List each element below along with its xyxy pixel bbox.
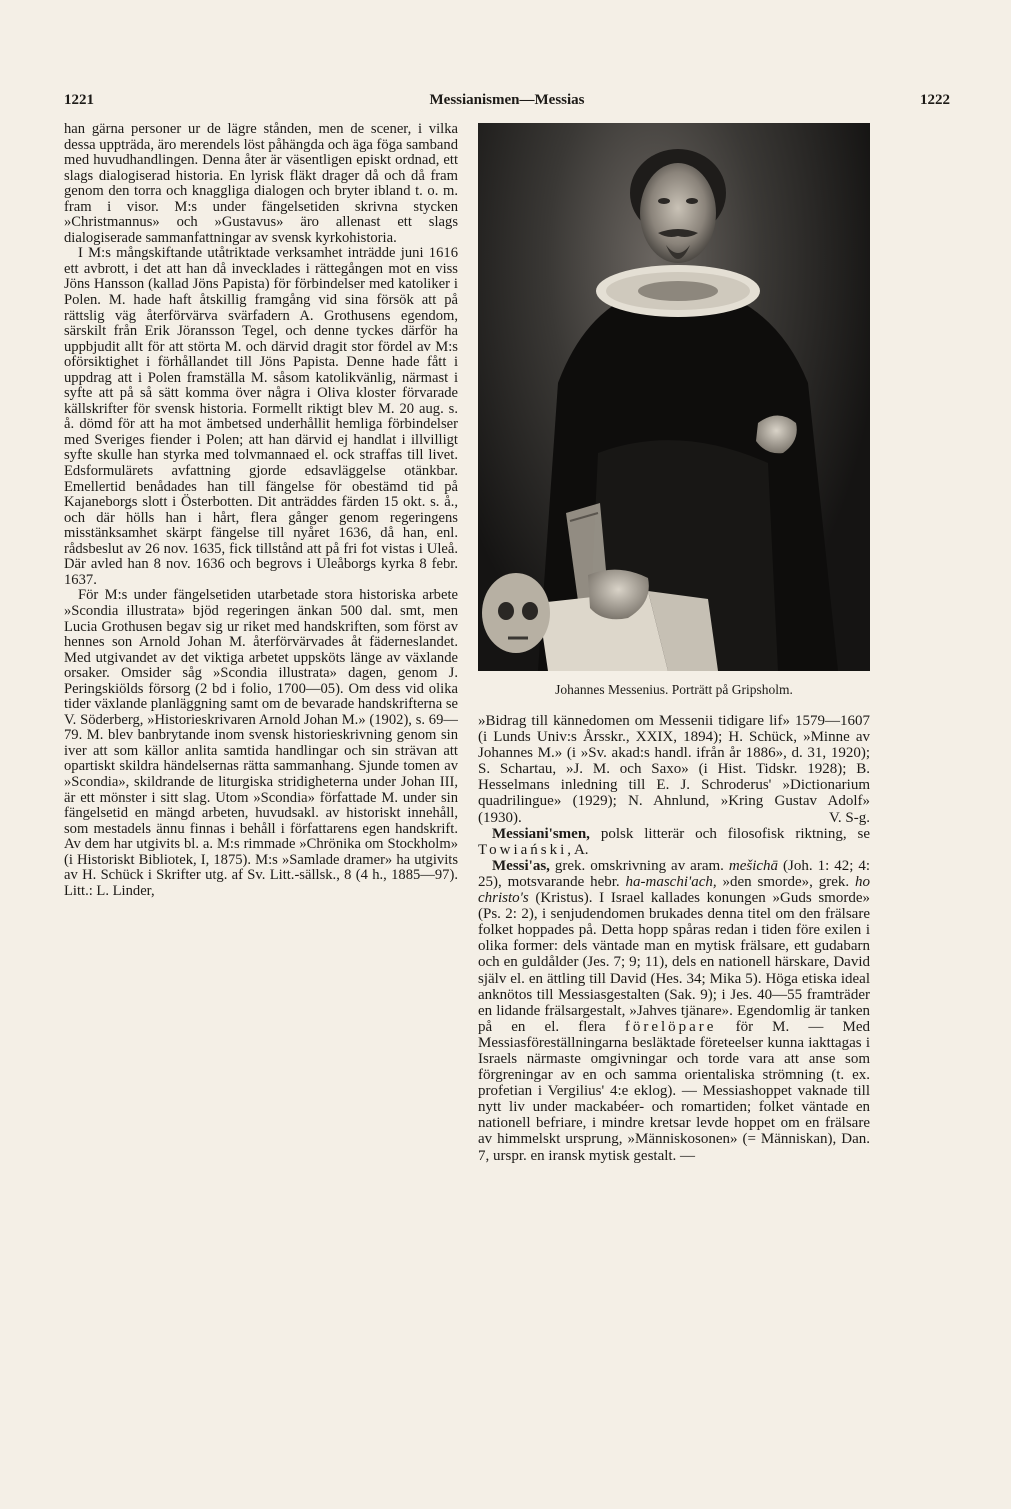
entry-text: polsk litterär och filosofisk riktning, se: [589, 825, 870, 842]
right-column: [478, 713, 870, 1403]
portrait-image: [478, 123, 870, 671]
paragraph: [478, 713, 870, 826]
spaced-term: förelöpare: [624, 1018, 717, 1035]
term: ho christo's: [478, 873, 870, 907]
entry-messianismen: [478, 826, 870, 858]
headword: Messiani'smen,: [492, 825, 590, 842]
left-column: [64, 122, 458, 1412]
portrait-illustration: [478, 123, 870, 671]
paragraph: För M:s under fängelsetiden utarbetade stora historiska arbete »Scondia illustrata» bjöd regeringen änkan 500 dal. smt, men Lucia Grothusen begav sig ur riket med handskriften, som först av hennes son Arnold Johan M. återförvärvades åt fäderneslandet. Med utgivandet av det viktiga arbetet uppsköts länge av växlande orsaker. Omsider såg »Scondia illustrata» dagen, genom J. Peringskiölds försorg (2 bd i folio, 1700—05). Om dess vid olika tider växlande planläggning samt om de bevarade handskrifterna se V. Söderberg, »Historieskrivaren Arnold Johan M.» (1902), s. 69—79. M. blev banbrytande inom svensk historieskrivning genom sin iver att som källor anlita samtida handlingar och sin strävan att opartiskt skildra händelsernas rätta sammanhang. Sjunde tomen av »Scondia», skildrande de liturgiska stridigheterna under Johan III, är ett mönster i sitt slag. Utom »Scondia» författade M. under sin fängelsetid en mängd arbeten, huvudsakl. av historiskt innehåll, som mestadels ännu finnas i behåll i författarens egen handskrift. Av dem har utgivits bl. a. M:s rimmade »Chrönika om Stockholm» (i Historiskt Bibliotek, I, 1875). M:s »Samlade dramer» ha utgivits av H. Schück i Skrifter utg. af Sv. Litt.-sällsk., 8 (4 h., 1885—97). Litt.: L. Linder,: [64, 587, 458, 899]
page-header: [64, 92, 950, 114]
page-number-right: 1222: [920, 92, 950, 108]
page-number-left: 1221: [64, 92, 94, 108]
bibliography-text: »Bidrag till kännedomen om Messenii tidigare lif» 1579—1607 (i Lunds Univ:s Årsskr., XXIX, 1894); H. Schück, »Minne av Johannes M.» (i »Sv. akad:s handl. ifrån år 1886», d. 31, 1920); S. Schartau, »J. M. och Saxo» (i Hist. Tidskr. 1928); B. Hesselmans inledning till E. J. Schroderus' »Dictionarium quadrilingue» (1929); N. Ahnlund, »Kring Gustav Adolf» (1930).: [478, 713, 870, 826]
entry-messias: [478, 858, 870, 1164]
term: ha-maschi'ach,: [625, 873, 717, 890]
figure-caption: Johannes Messenius. Porträtt på Gripsholm.: [555, 682, 793, 697]
entry-text: »den smorde», grek.: [716, 873, 855, 890]
author-signature: V. S-g.: [829, 809, 870, 826]
paragraph: I M:s mångskiftande utåtriktade verksamhet inträdde juni 1616 ett avbrott, i det att han då invecklades i rättegången mot en viss Jöns Hansson (kallad Jöns Papista) för förbindelser med katoliker i Polen. M. hade haft åtskillig framgång vid sina försök att på rättslig väg återförvärva svärfadern A. Grothusens egendom, särskilt från Erik Jöransson Tegel, och denne tyckes därför ha uppbjudit allt för att störta M. och därvid dragit stor fördel av M:s oförsiktighet i förhållandet till Jöns Papista. Denne hade fått i uppdrag att i Polen framställa M. såsom katolikvänlig, närmast i syfte att på så sätt komma över några i Oliva kloster förvarade källskrifter för svensk historia. Formellt riktigt blev M. 20 aug. s. å. dömd för att ha mot ämbetsed underhållit hemliga förbindelser med Sveriges fiender i Polen; att han därvid ej handlat i illvilligt syfte skulle han styrka med tolvmannaed el. ock straffas till livet. Edsformulärets avfattning gjorde edsavläggelse otänkbar. Emellertid benådades han till fängelse för obestämd tid på Kajaneborgs slott i Österbotten. Dit anträddes färden 15 okt. s. å., och där hölls han i hårt, flera gånger genom regeringens misstänksamhet skärpt fängelse till nyåret 1636, då han, enl. rådsbeslut av 26 nov. 1635, fick tillstånd att på fri fot vistas i Uleå. Där avled han 8 nov. 1636 och begrovs i Uleåborgs kyrka 8 febr. 1637.: [64, 245, 458, 588]
entry-text: för M. — Med Messiasföreställningarna besläktade företeelser kunna iakttagas i Israels närmaste omgivningar och torde vara att anse som förgreningar av en och samma orientaliska strömning (t. ex. profetian i Vergilius' 4:e eklog). — Messiashoppet vaknade till nytt liv under mackabéer- och romartiden; folket väntade en nationell befriare, i mindre kretsar levde hoppet om en frälsare av himmelskt ursprung, »Människosonen» (= Människan), Dan. 7, urspr. en iransk mytisk gestalt. —: [478, 1018, 870, 1164]
running-title: Messianismen—Messias: [429, 92, 585, 108]
cross-reference: Towiański: [478, 841, 568, 858]
entry-text: grek. omskrivning av aram.: [549, 857, 729, 874]
entry-text: (Kristus). I Israel kallades konungen »Guds smorde» (Ps. 2: 2), i senjudendomen brukades denna titel om den frälsare folket hoppades på. Detta hopp spåras redan i tiden före exilen i olika former: dels väntade man en mytisk frälsare, ett gudabarn och en guldålder (Jes. 7; 9; 11), dels en nationell härskare, David själv el. en ättling till David (Hes. 34; Mika 5). Höga etiska ideal anknötos till Messiasgestalten (Sak. 9); i Jes. 40—55 framträder en lidande frälsargestalt, »Jahves tjänare». Egendomlig är tanken på en el. flera: [478, 890, 870, 1035]
entry-text: , A.: [567, 841, 589, 858]
term: mešichā: [728, 857, 779, 874]
entry-text: (Joh. 1: 42; 4: 25), motsvarande hebr.: [478, 857, 870, 890]
headword: Messi'as,: [492, 857, 550, 874]
paragraph: han gärna personer ur de lägre stånden, men de scener, i vilka dessa uppträda, äro merendels löst påhängda och äga föga samband med huvudhandlingen. Denna åter är väsentligen episkt ordnad, ett slags dialogiserad historia. En lyrisk fläkt drager då och då fram genom den torra och knaggliga dialogen och bryter ibland t. o. m. fram i visor. M:s under fängelsetiden skrivna stycken »Christmannus» och »Gustavus» äro allenast ett slags dialogiserade sammanfattningar av svensk kyrkohistoria.: [64, 122, 458, 246]
